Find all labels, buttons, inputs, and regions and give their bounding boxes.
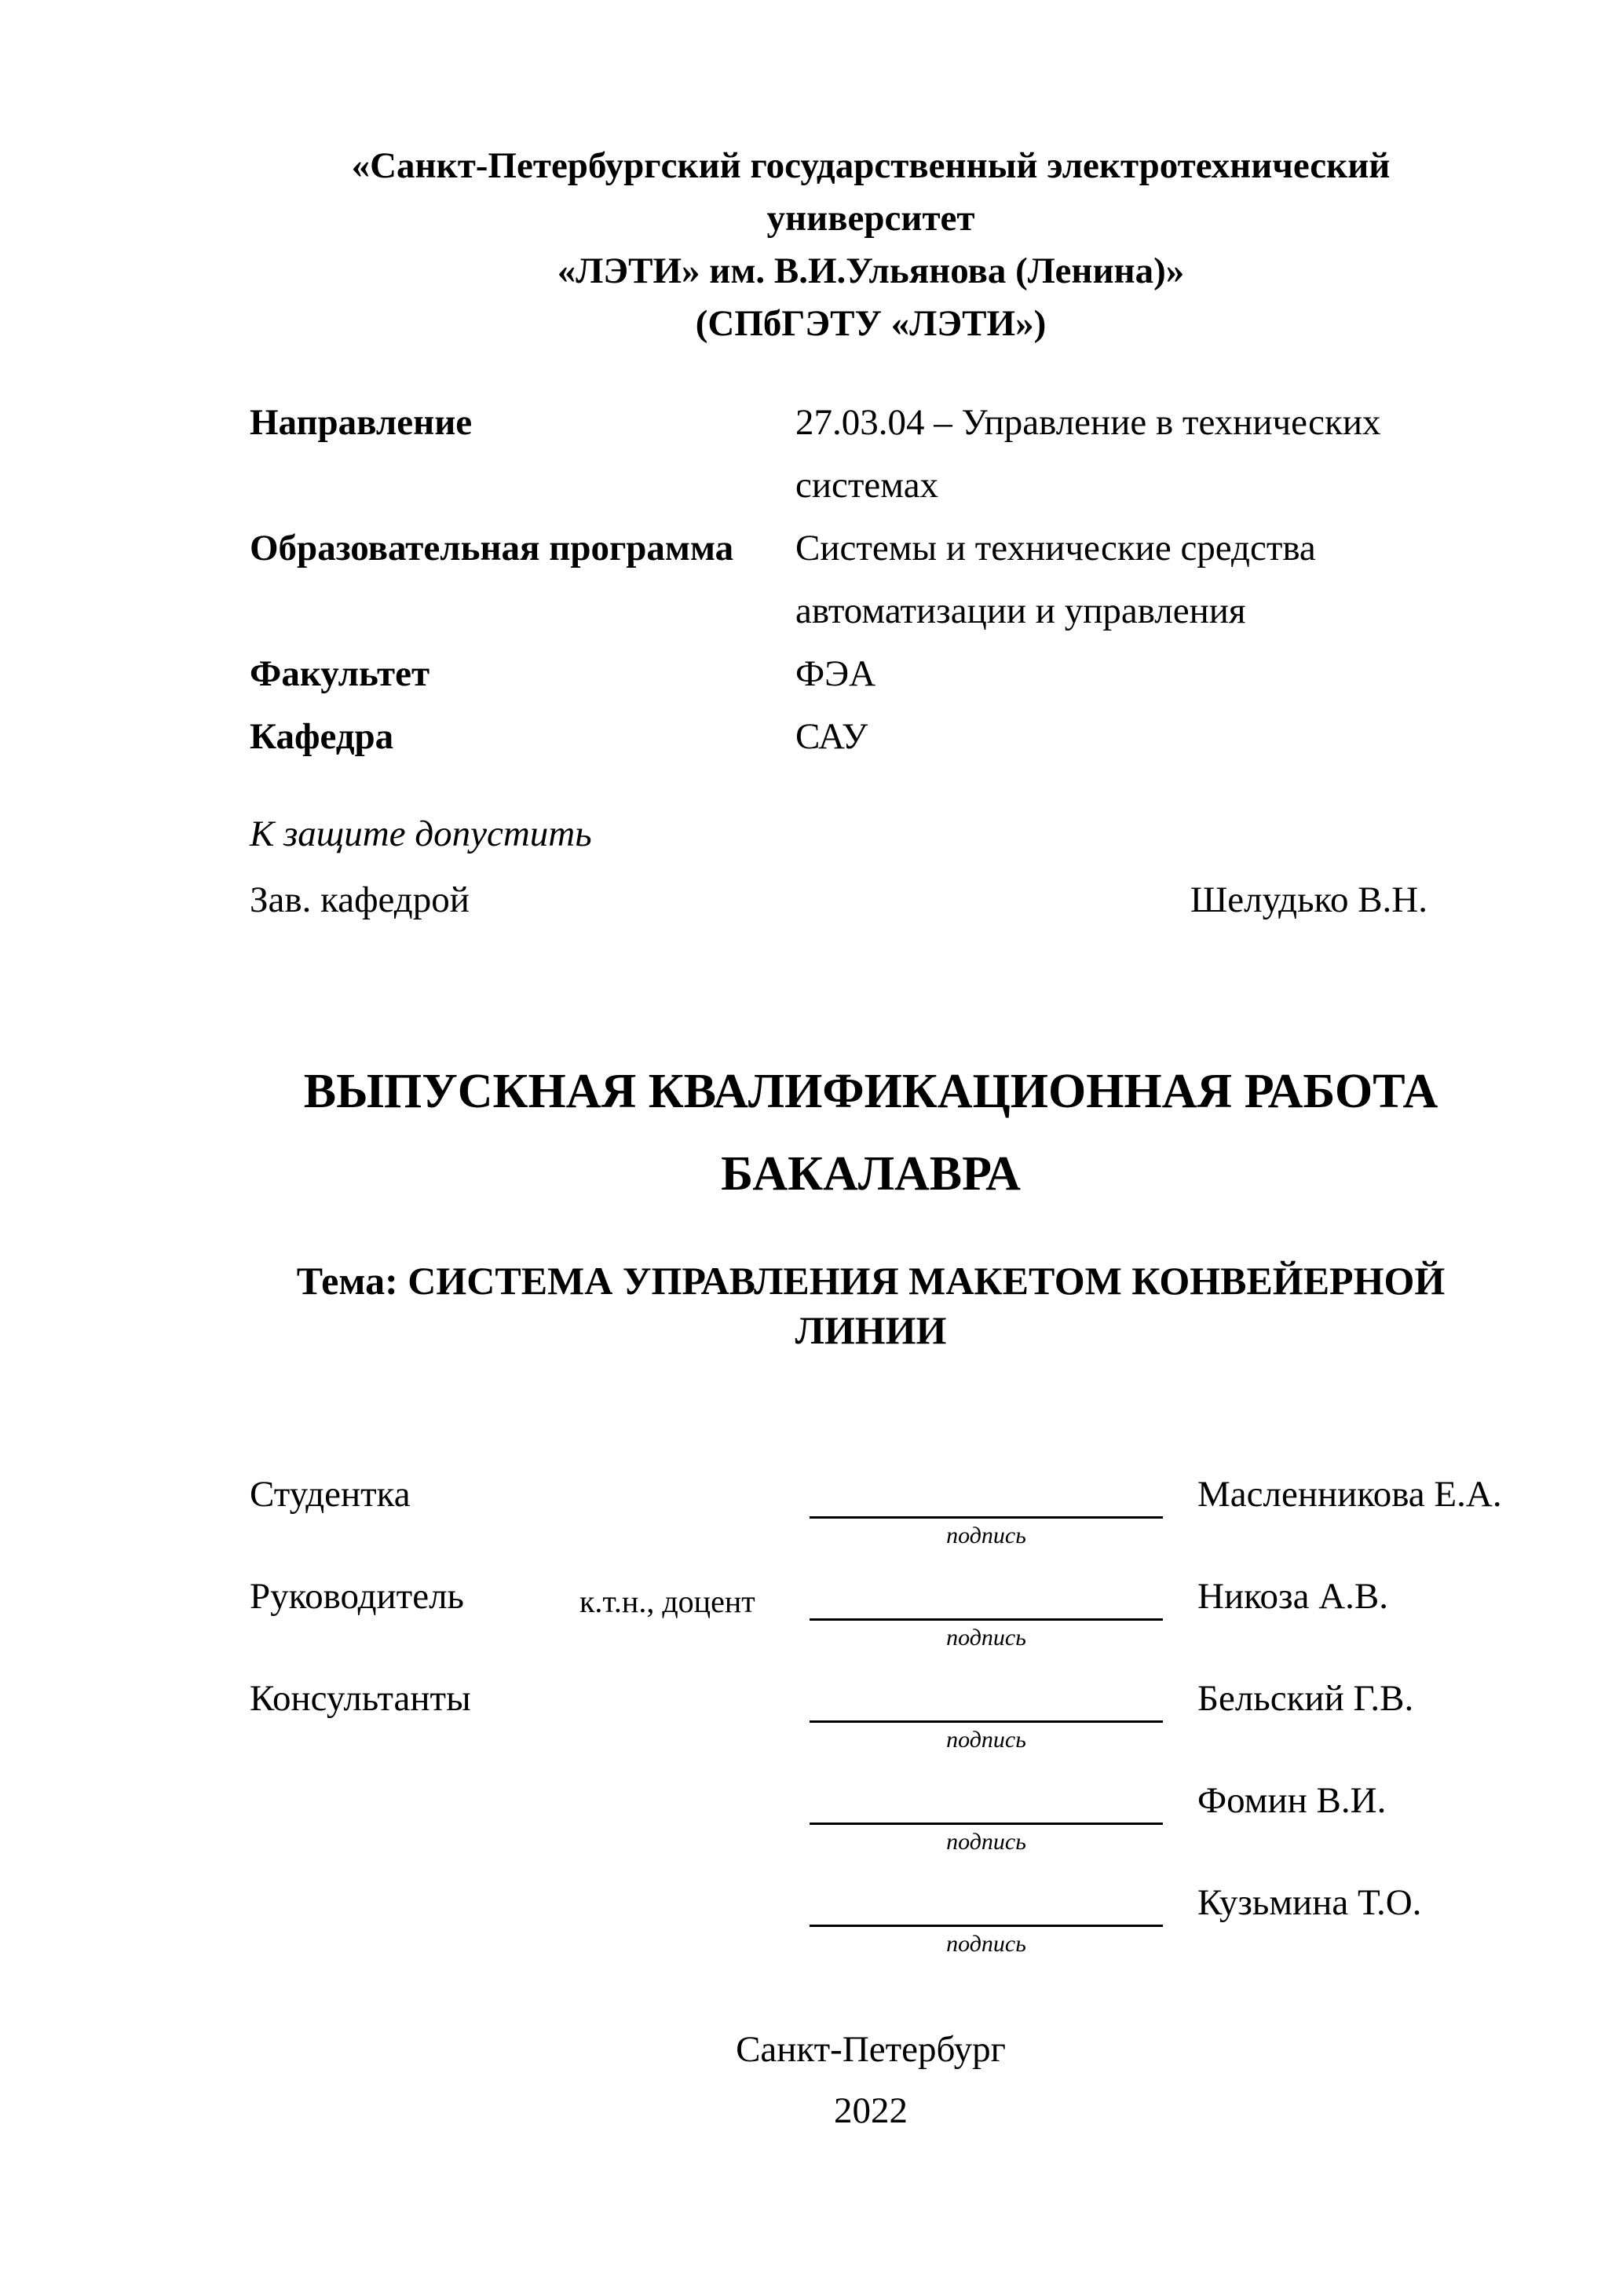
- program-fields: [250, 391, 1492, 768]
- signatures-block: [250, 1473, 1502, 1983]
- signature-line: [810, 1779, 1163, 1825]
- signer-qualification: к.т.н., доцент: [579, 1584, 755, 1619]
- signer-name: Кузьмина Т.О.: [1197, 1882, 1422, 1923]
- signature-area: [810, 1677, 1163, 1754]
- signature-caption: подпись: [946, 1727, 1026, 1753]
- signer-name: Бельский Г.В.: [1197, 1678, 1414, 1719]
- signer-name: Масленникова Е.А.: [1197, 1474, 1502, 1515]
- signature-row-supervisor: [250, 1575, 1492, 1677]
- field-label-faculty: Факультет: [250, 653, 430, 694]
- admission-block: [250, 801, 1492, 933]
- signature-line: [810, 1677, 1163, 1723]
- department-head-label: Зав. кафедрой: [250, 879, 470, 920]
- field-value-program: Системы и технические средства автоматизации и управления: [795, 528, 1316, 631]
- signature-line: [810, 1575, 1163, 1621]
- signature-caption: подпись: [946, 1931, 1026, 1957]
- signature-row-consultant-3: [250, 1881, 1492, 1983]
- signature-area: [810, 1473, 1163, 1550]
- signature-line: [810, 1881, 1163, 1927]
- signature-area: [810, 1779, 1163, 1856]
- signature-area: [810, 1881, 1163, 1958]
- thesis-theme: Тема: СИСТЕМА УПРАВЛЕНИЯ МАКЕТОМ КОНВЕЙЕРНОЙ ЛИНИИ: [296, 1259, 1446, 1352]
- university-name-line-2: «ЛЭТИ» им. В.И.Ульянова (Ленина)»: [557, 250, 1185, 291]
- signature-row-student: [250, 1473, 1502, 1575]
- signer-name: Никоза А.В.: [1197, 1576, 1389, 1617]
- signer-role: Консультанты: [250, 1678, 471, 1719]
- signature-caption: подпись: [946, 1625, 1026, 1651]
- university-abbreviation: (СПбГЭТУ «ЛЭТИ»): [695, 303, 1047, 344]
- signature-caption: подпись: [946, 1829, 1026, 1855]
- university-header: [250, 140, 1492, 350]
- department-head-name: Шелудько В.Н.: [1190, 879, 1427, 920]
- signature-row-consultant-2: [250, 1779, 1492, 1881]
- field-label-direction: Направление: [250, 402, 473, 443]
- field-value-direction: 27.03.04 – Управление в технических системах: [795, 402, 1381, 506]
- department-head-row: [250, 867, 1492, 933]
- signature-row-consultant-1: [250, 1677, 1492, 1779]
- field-label-department: Кафедра: [250, 716, 394, 757]
- university-name-line-1: «Санкт-Петербургский государственный электротехнический университет: [351, 145, 1391, 239]
- signature-area: [810, 1575, 1163, 1652]
- signer-role: Руководитель: [250, 1576, 464, 1617]
- signature-line: [810, 1473, 1163, 1519]
- thesis-title: ВЫПУСКНАЯ КВАЛИФИКАЦИОННАЯ РАБОТА БАКАЛАВРА: [303, 1065, 1438, 1201]
- footer: [250, 2019, 1492, 2141]
- field-value-department: САУ: [795, 716, 868, 757]
- page-content: [250, 0, 1502, 2141]
- field-row-department: [250, 705, 1492, 768]
- signature-caption: подпись: [946, 1523, 1026, 1548]
- field-row-program: [250, 517, 1492, 642]
- signer-name: Фомин В.И.: [1197, 1780, 1387, 1821]
- footer-city: Санкт-Петербург: [736, 2029, 1006, 2070]
- field-value-faculty: ФЭА: [795, 653, 876, 694]
- field-label-program: Образовательная программа: [250, 528, 734, 569]
- field-row-faculty: [250, 642, 1492, 705]
- field-row-direction: [250, 391, 1492, 517]
- footer-year: 2022: [834, 2090, 908, 2131]
- admission-note: К защите допустить: [250, 813, 592, 854]
- signer-role: Студентка: [250, 1474, 411, 1515]
